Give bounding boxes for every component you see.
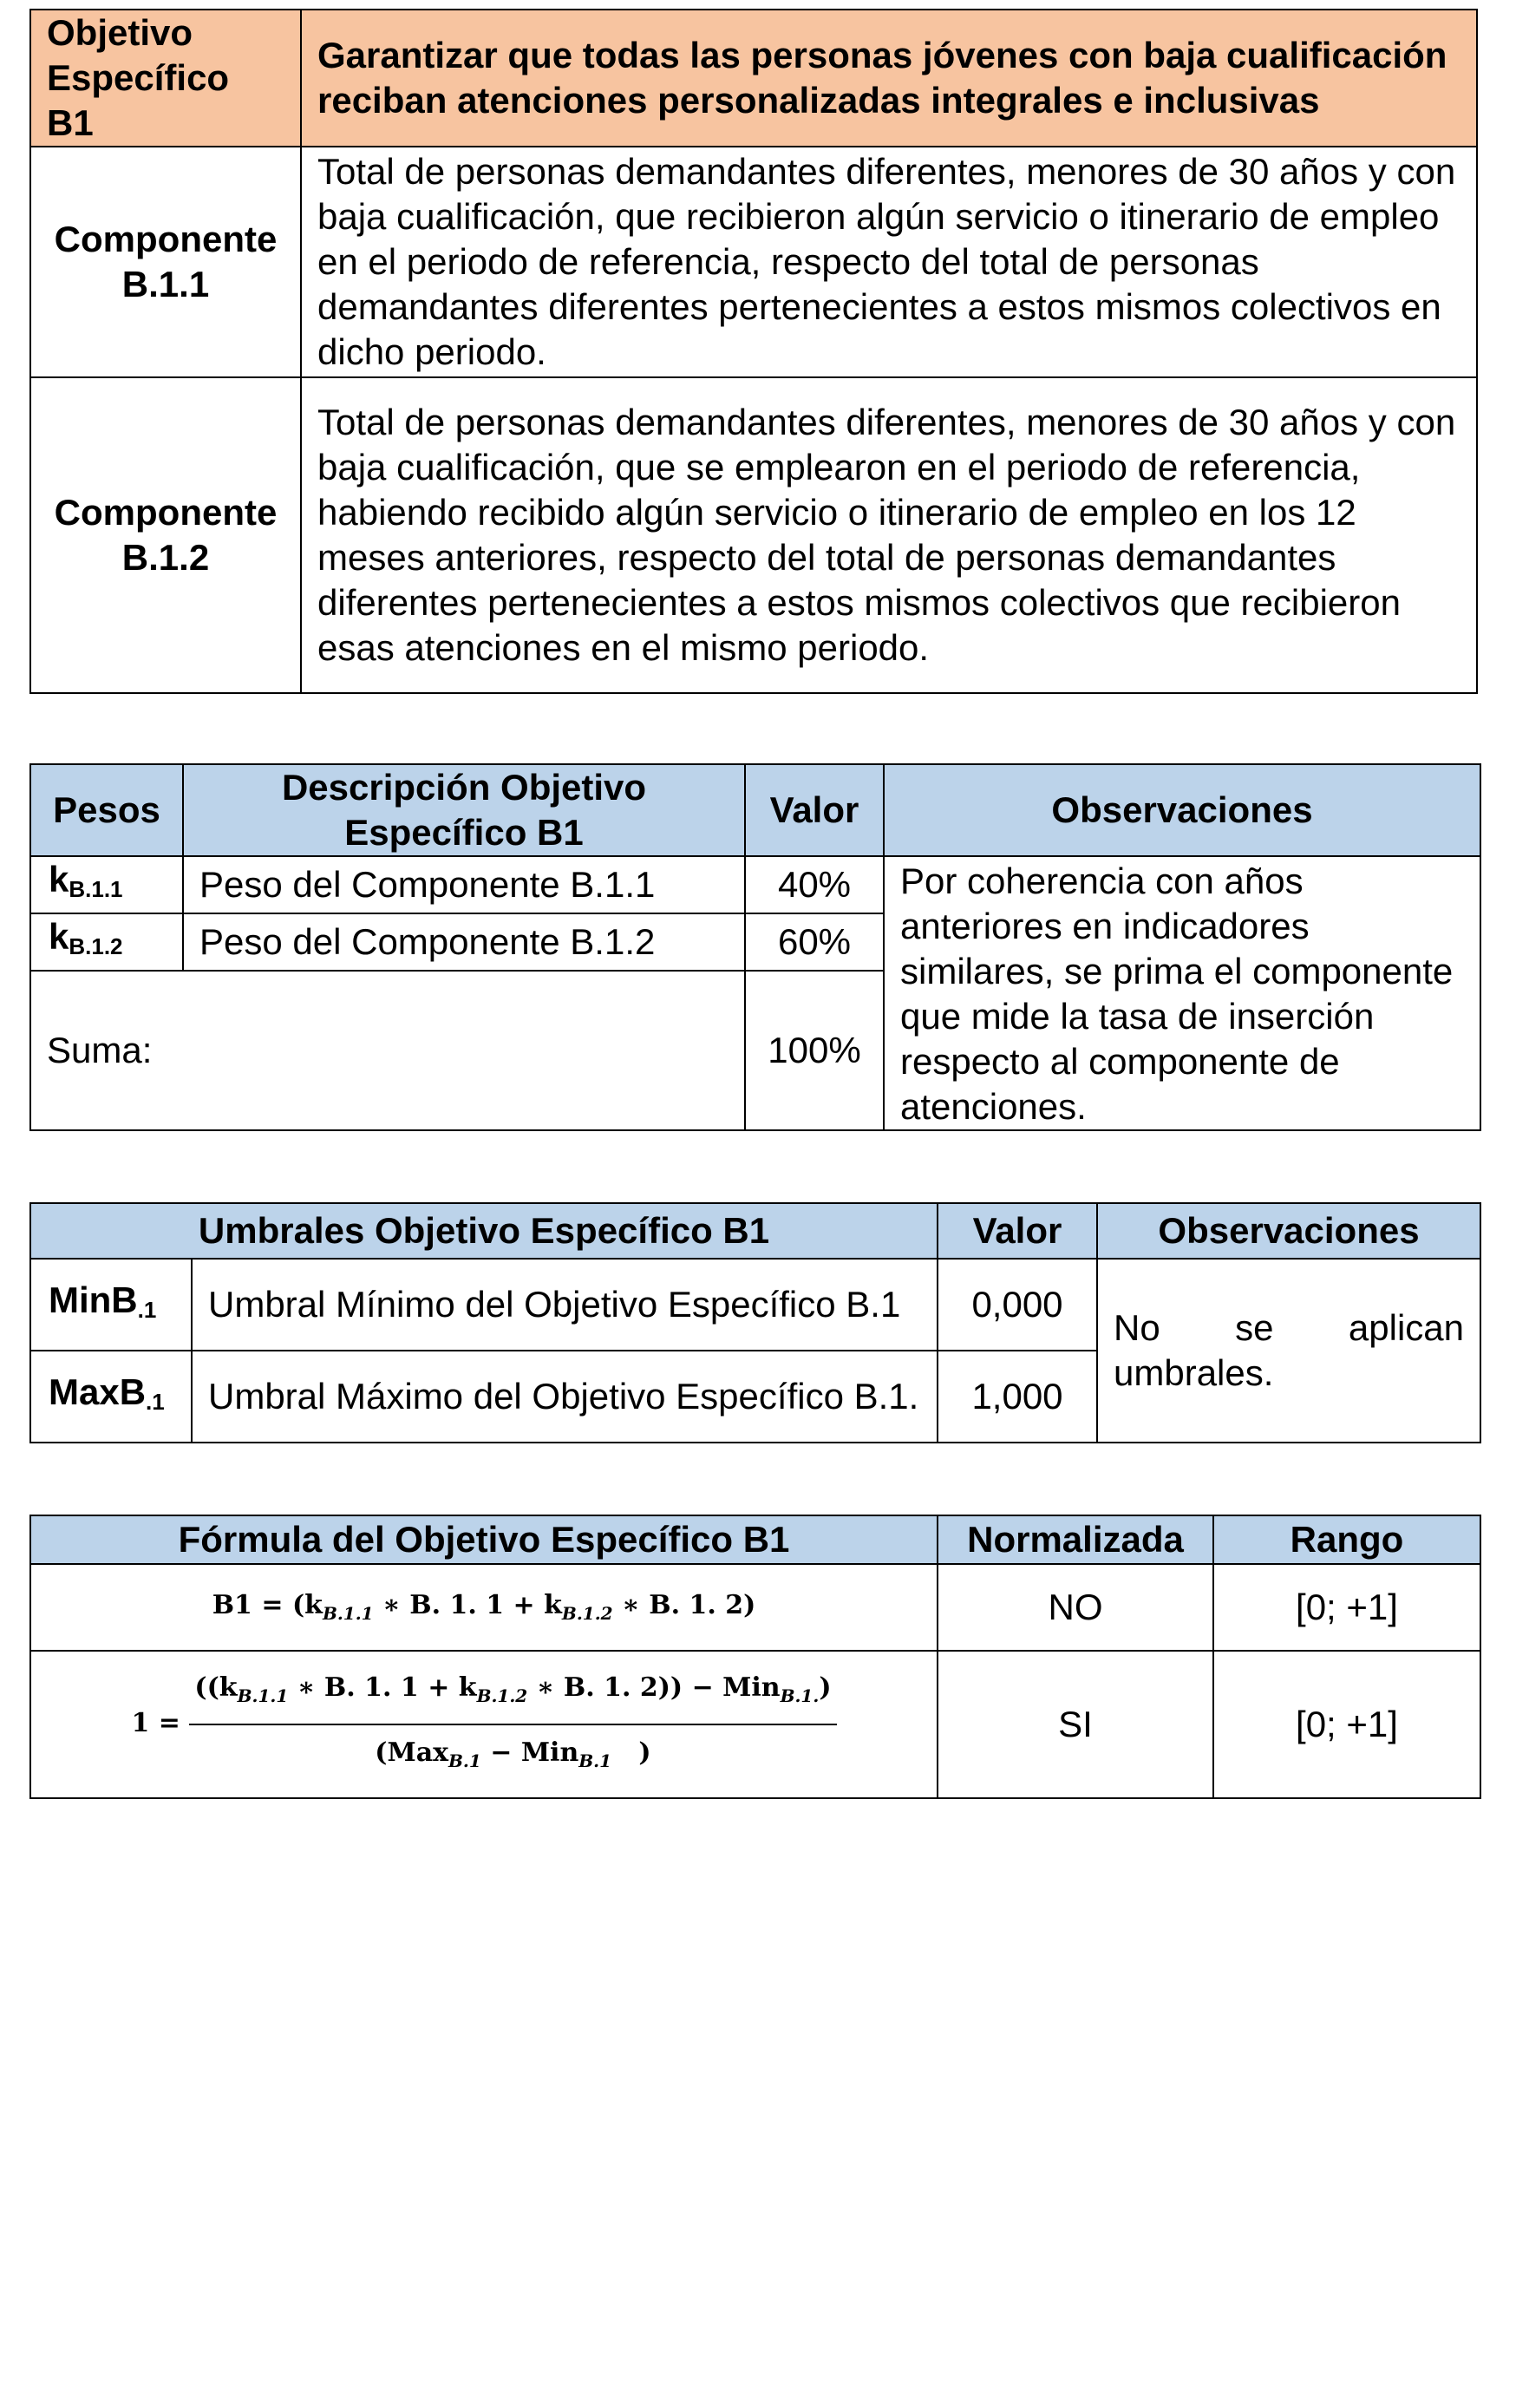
- formula-header-row: [30, 1515, 1480, 1564]
- objective-description: Garantizar que todas las personas jóvenes con baja cualificación reciban atenciones personalizadas integrales e inclusivas: [301, 10, 1477, 147]
- formula-range: [0; +1]: [1213, 1651, 1480, 1798]
- weights-header-observaciones: Observaciones: [884, 764, 1480, 856]
- threshold-value: 1,000: [938, 1351, 1097, 1443]
- formula-expression: [30, 1651, 938, 1798]
- formula-normalized: NO: [938, 1564, 1213, 1651]
- threshold-description: Umbral Mínimo del Objetivo Específico B.1: [192, 1259, 938, 1351]
- thresholds-header-title: Umbrales Objetivo Específico B1: [30, 1203, 938, 1259]
- formula-header-rango: Rango: [1213, 1515, 1480, 1564]
- weight-value: 60%: [745, 913, 884, 971]
- weight-description: Peso del Componente B.1.1: [183, 856, 745, 913]
- threshold-row: [30, 1259, 1480, 1351]
- component-description: Total de personas demandantes diferentes, menores de 30 años y con baja cualificación, que se emplearon en el periodo de referencia, habiendo recibido algún servicio o itinerario de empleo en los 12 meses anteriores, respecto del total de personas demandantes diferentes pertenecientes a estos mismos colectivos que recibieron esas atenciones en el mismo periodo.: [301, 377, 1477, 693]
- threshold-value: 0,000: [938, 1259, 1097, 1351]
- weight-description: Peso del Componente B.1.2: [183, 913, 745, 971]
- weights-header-description: Descripción Objetivo Específico B1: [183, 764, 745, 856]
- weights-header-pesos: Pesos: [30, 764, 183, 856]
- weights-header-row: [30, 764, 1480, 856]
- formula-expression: [30, 1564, 938, 1651]
- thresholds-table: [29, 1202, 1481, 1443]
- weights-observations: Por coherencia con años anteriores en indicadores similares, se prima el componente que mide la tasa de inserción respecto al componente de atenciones.: [884, 856, 1480, 1130]
- component-label: Componente B.1.2: [30, 377, 301, 693]
- threshold-symbol: MinB$_{.1}$: [30, 1259, 192, 1351]
- threshold-symbol: MaxB$_{.1}$: [30, 1351, 192, 1443]
- thresholds-header-row: [30, 1203, 1480, 1259]
- thresholds-observations: No se aplican umbrales.: [1097, 1259, 1480, 1443]
- sum-label: Suma:: [30, 971, 745, 1130]
- formula-header-title: Fórmula del Objetivo Específico B1: [30, 1515, 938, 1564]
- weights-table: [29, 763, 1481, 1131]
- component-label: Componente B.1.1: [30, 147, 301, 377]
- weights-header-valor: Valor: [745, 764, 884, 856]
- weight-symbol: $k_{B.1.2}$: [30, 913, 183, 971]
- formula-header-normalizada: Normalizada: [938, 1515, 1213, 1564]
- formula-b1-normalized: 1 = $\frac{((k_{B.1.1} ∗ B. 1. 1 + k_{B.1.2} ∗ B. 1. 2)) - Min_{B.1.})}{(Max_{B.1} - Min_{B.1} )}$: [131, 1708, 836, 1738]
- sum-value: 100%: [745, 971, 884, 1130]
- objective-table: [29, 9, 1478, 694]
- threshold-description: Umbral Máximo del Objetivo Específico B.1.: [192, 1351, 938, 1443]
- component-description: Total de personas demandantes diferentes, menores de 30 años y con baja cualificación, que recibieron algún servicio o itinerario de empleo en el periodo de referencia, respecto del total de personas demandantes diferentes pertenecientes a estos mismos colectivos en dicho periodo.: [301, 147, 1477, 377]
- thresholds-header-valor: Valor: [938, 1203, 1097, 1259]
- formula-range: [0; +1]: [1213, 1564, 1480, 1651]
- component-row: [30, 147, 1477, 377]
- weight-row: [30, 856, 1480, 913]
- weight-symbol: $k_{B.1.1}$: [30, 856, 183, 913]
- objective-header-row: [30, 10, 1477, 147]
- formula-row: [30, 1651, 1480, 1798]
- component-row: [30, 377, 1477, 693]
- objective-label: Objetivo Específico B1: [30, 10, 301, 147]
- formula-table: [29, 1515, 1481, 1799]
- thresholds-header-observaciones: Observaciones: [1097, 1203, 1480, 1259]
- formula-row: [30, 1564, 1480, 1651]
- formula-normalized: SI: [938, 1651, 1213, 1798]
- weight-value: 40%: [745, 856, 884, 913]
- formula-b1-raw: $B1 = (k_{B.1.1}$ ∗ B. 1. $1 + k_{B.1.2}$ ∗ B. 1. 2): [212, 1590, 756, 1624]
